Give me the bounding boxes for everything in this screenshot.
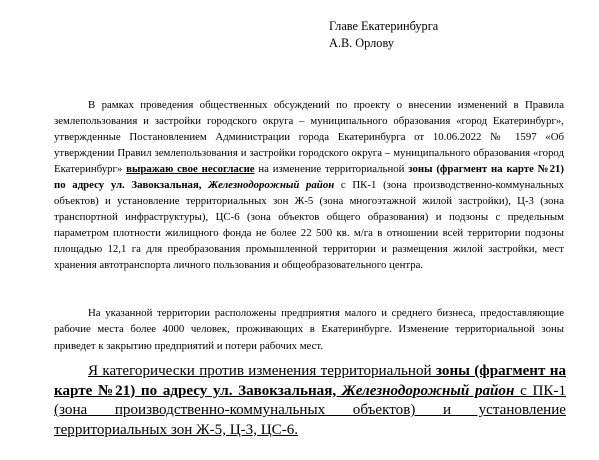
disagreement-phrase: выражаю свое несогласие xyxy=(126,163,255,176)
zone-reference: зоны (фрагмент на карте №21) по адресу ул. Завокзальная, xyxy=(54,163,565,192)
summary-objection-paragraph xyxy=(54,362,566,440)
paragraph1-details: с ПК-1 (зона производственно-коммунальных объектов) и установление территориальных зон Ж-5 (зона многоэтажной жилой застройки), Ц-3 (зона транспортной инфраструктуры), ЦС-6 (зона объектов общего образования) и подзоны с предельным параметром плотности жилищного фонда не более 22 500 кв. м/га в отношении всей территории подзоны площадью 12,1 га для преобразования промышленной территории и размещения жилой застройки, мест хранения автотранспорта личного пользования и общеобразовательного центра. xyxy=(54,179,564,272)
paragraph1-intro: В рамках проведения общественных обсуждений по проекту о внесении изменений в Правила землепользования и застройки городского округа – муниципального образования «город Екатеринбург», утвержденные Постановлением Администрации города Екатеринбурга от 10.06.2022 № 1597 «Об утверждении Правил землепользования и застройки городского округа – муниципального образования «город Екатеринбург» xyxy=(54,99,564,176)
zone-reference-summary: зоны (фрагмент на карте №21) по адресу ул. Завокзальная, xyxy=(54,363,566,399)
addressee-block xyxy=(329,18,438,52)
business-impact-paragraph: На указанной территории расположены предприятия малого и среднего бизнеса, предоставляющие рабочие места более 4000 человек, проживающих в Екатеринбурге. Изменение территориальной зоны приведет к закрытию предприятий и потери рабочих мест. xyxy=(54,307,564,352)
paragraph1-text: на изменение территориальной xyxy=(254,163,409,176)
district-name-summary: Железнодорожный район xyxy=(341,382,515,399)
paragraph3-details: с ПК-1 (зона производственно-коммунальных объектов) и установление территориальных зон Ж-5, Ц-3, ЦС-6. xyxy=(54,382,566,438)
addressee-name: А.В. Орлову xyxy=(329,36,394,50)
addressee-title: Главе Екатеринбурга xyxy=(329,19,439,33)
district-name: Железнодорожный район xyxy=(208,179,335,192)
objection-paragraph xyxy=(54,97,564,274)
paragraph3-intro: Я категорически против изменения территориальной xyxy=(88,363,436,379)
